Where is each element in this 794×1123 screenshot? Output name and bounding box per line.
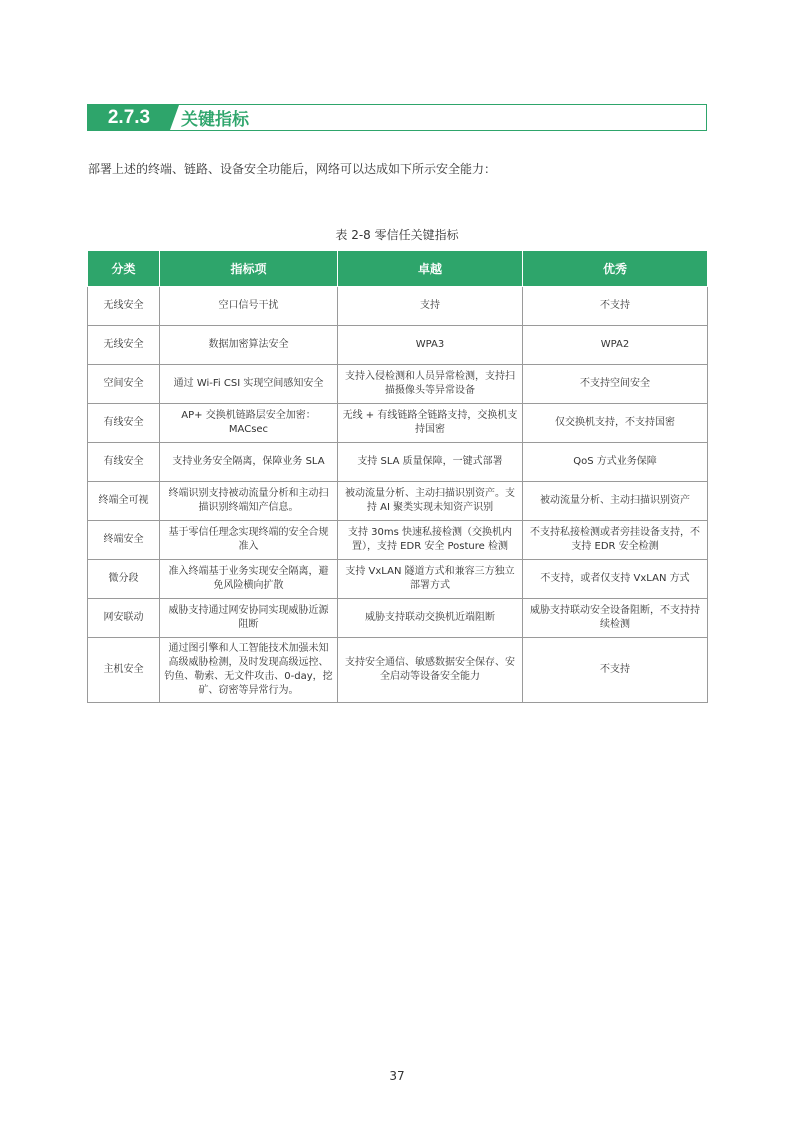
cell-excellent: 被动流量分析、主动扫描识别资产。支持 AI 聚类实现未知资产识别 xyxy=(338,482,523,521)
table-row xyxy=(88,326,708,365)
cell-category: 主机安全 xyxy=(88,638,160,703)
table-row xyxy=(88,365,708,404)
section-header-notch xyxy=(170,105,179,130)
cell-excellent: 支持 SLA 质量保障，一键式部署 xyxy=(338,443,523,482)
table-header-row xyxy=(88,251,708,287)
cell-metric: 通过图引擎和人工智能技术加强未知高级威胁检测，及时发现高级远控、钓鱼、勒索、无文件攻击、0-day，挖矿、窃密等异常行为。 xyxy=(160,638,338,703)
cell-metric: 支持业务安全隔离，保障业务 SLA xyxy=(160,443,338,482)
cell-category: 有线安全 xyxy=(88,443,160,482)
cell-excellent: 支持 30ms 快速私接检测（交换机内置），支持 EDR 安全 Posture 检测 xyxy=(338,521,523,560)
intro-paragraph: 部署上述的终端、链路、设备安全功能后，网络可以达成如下所示安全能力： xyxy=(88,162,497,176)
metrics-table xyxy=(87,251,708,703)
cell-good: 不支持空间安全 xyxy=(523,365,708,404)
cell-category: 有线安全 xyxy=(88,404,160,443)
cell-good: 不支持，或者仅支持 VxLAN 方式 xyxy=(523,560,708,599)
table-row xyxy=(88,482,708,521)
table-row xyxy=(88,599,708,638)
table-row xyxy=(88,287,708,326)
cell-excellent: 支持入侵检测和人员异常检测，支持扫描摄像头等异常设备 xyxy=(338,365,523,404)
cell-excellent: 支持 xyxy=(338,287,523,326)
table-row xyxy=(88,560,708,599)
cell-category: 空间安全 xyxy=(88,365,160,404)
header-excellent: 卓越 xyxy=(338,251,523,287)
header-good: 优秀 xyxy=(523,251,708,287)
cell-metric: 基于零信任理念实现终端的安全合规准入 xyxy=(160,521,338,560)
cell-good: 不支持 xyxy=(523,287,708,326)
cell-good: 不支持私接检测或者旁挂设备支持，不支持 EDR 安全检测 xyxy=(523,521,708,560)
cell-metric: 准入终端基于业务实现安全隔离，避免风险横向扩散 xyxy=(160,560,338,599)
cell-good: 被动流量分析、主动扫描识别资产 xyxy=(523,482,708,521)
table-caption: 表 2-8 零信任关键指标 xyxy=(335,228,459,242)
cell-excellent: 支持 VxLAN 隧道方式和兼容三方独立部署方式 xyxy=(338,560,523,599)
cell-category: 终端安全 xyxy=(88,521,160,560)
section-header xyxy=(87,104,707,131)
cell-good: QoS 方式业务保障 xyxy=(523,443,708,482)
header-category: 分类 xyxy=(88,251,160,287)
cell-good: WPA2 xyxy=(523,326,708,365)
cell-good: 威胁支持联动安全设备阻断，不支持持续检测 xyxy=(523,599,708,638)
cell-metric: 通过 Wi-Fi CSI 实现空间感知安全 xyxy=(160,365,338,404)
cell-category: 网安联动 xyxy=(88,599,160,638)
table-row xyxy=(88,404,708,443)
cell-excellent: WPA3 xyxy=(338,326,523,365)
cell-excellent: 威胁支持联动交换机近端阻断 xyxy=(338,599,523,638)
header-metric: 指标项 xyxy=(160,251,338,287)
cell-metric: 终端识别支持被动流量分析和主动扫描识别终端知产信息。 xyxy=(160,482,338,521)
cell-excellent: 支持安全通信、敏感数据安全保存、安全启动等设备安全能力 xyxy=(338,638,523,703)
cell-category: 微分段 xyxy=(88,560,160,599)
cell-category: 无线安全 xyxy=(88,326,160,365)
cell-good: 不支持 xyxy=(523,638,708,703)
cell-metric: 空口信号干扰 xyxy=(160,287,338,326)
cell-metric: 威胁支持通过网安协同实现威胁近源阻断 xyxy=(160,599,338,638)
cell-metric: AP+ 交换机链路层安全加密：MACsec xyxy=(160,404,338,443)
cell-metric: 数据加密算法安全 xyxy=(160,326,338,365)
cell-excellent: 无线 + 有线链路全链路支持，交换机支持国密 xyxy=(338,404,523,443)
section-title: 关键指标 xyxy=(181,110,249,130)
table-row xyxy=(88,443,708,482)
cell-good: 仅交换机支持，不支持国密 xyxy=(523,404,708,443)
cell-category: 终端全可视 xyxy=(88,482,160,521)
cell-category: 无线安全 xyxy=(88,287,160,326)
table-row xyxy=(88,638,708,703)
page-number: 37 xyxy=(389,1069,405,1083)
table-row xyxy=(88,521,708,560)
section-number: 2.7.3 xyxy=(88,105,170,130)
